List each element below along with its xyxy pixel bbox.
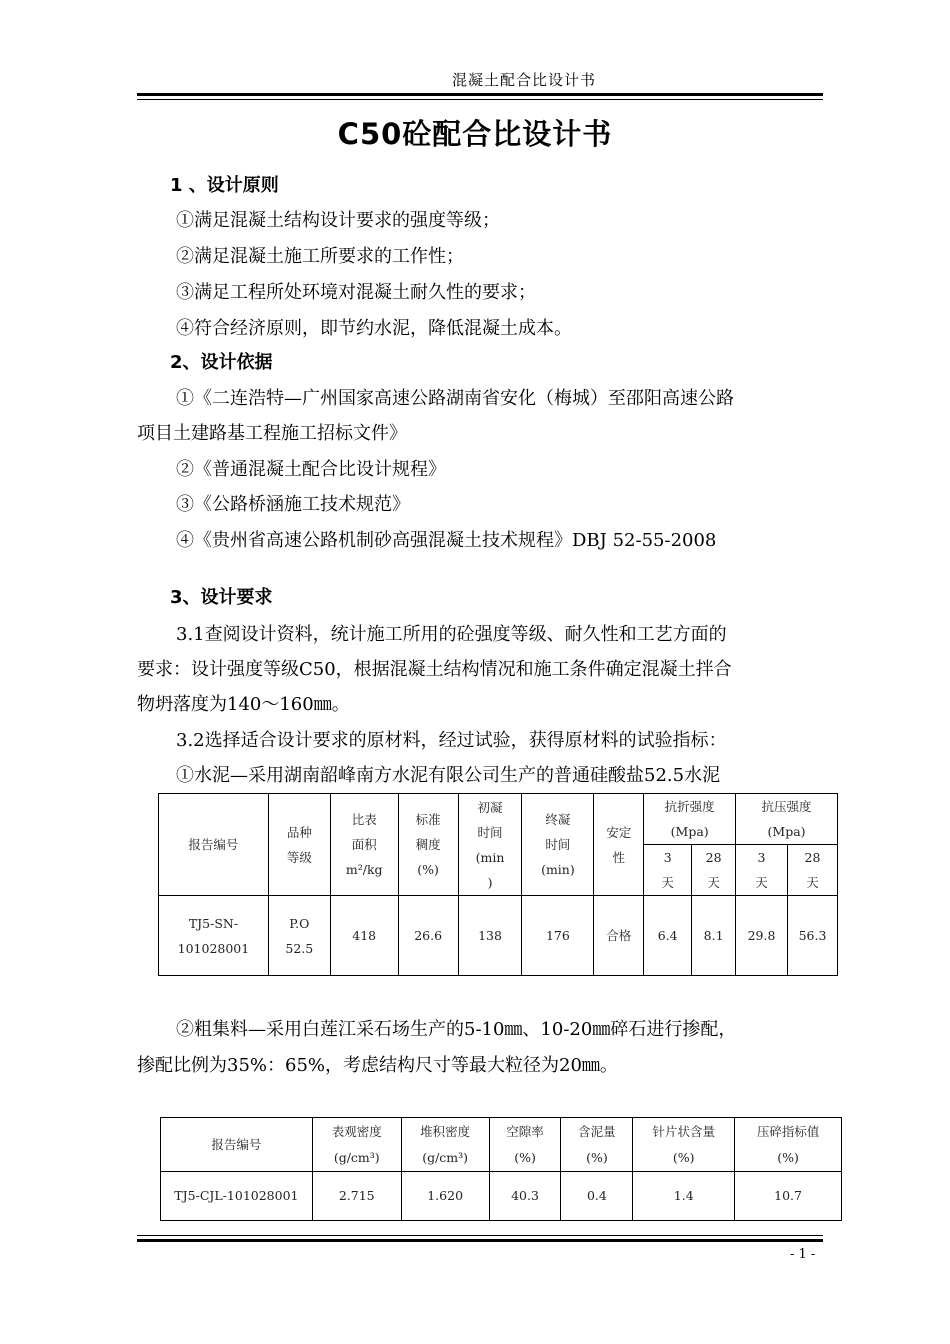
- header-crushing-value: 压碎指标值 (%): [735, 1118, 842, 1172]
- header-void-ratio: 空隙率 (%): [489, 1118, 561, 1172]
- cell-apparent-density: 2.715: [312, 1172, 401, 1221]
- header-bulk-density: 堆积密度 (g/cm³): [401, 1118, 489, 1172]
- cement-intro: ①水泥—采用湖南韶峰南方水泥有限公司生产的普通硅酸盐52.5水泥: [176, 765, 721, 786]
- header-28d: 28 天: [787, 845, 837, 896]
- header-3d: 3 天: [644, 845, 692, 896]
- header-final-set: 终凝 时间 (min): [522, 794, 594, 896]
- cell-specific-surface: 418: [330, 896, 398, 976]
- cement-test-table: [158, 793, 838, 976]
- cell-flexural-3d: 6.4: [644, 896, 692, 976]
- header-variety: 品种 等级: [268, 794, 330, 896]
- header-3d: 3 天: [736, 845, 788, 896]
- basis-item: ③《公路桥涵施工技术规范》: [176, 494, 410, 515]
- cell-report-no: TJ5-CJL-101028001: [161, 1172, 313, 1221]
- footer-rule-thick: [137, 1239, 823, 1242]
- cell-mud-content: 0.4: [561, 1172, 633, 1221]
- basis-item: ④《贵州省高速公路机制砂高强混凝土技术规程》DBJ 52-55-2008: [176, 530, 717, 551]
- header-report-no: 报告编号: [159, 794, 269, 896]
- running-header: 混凝土配合比设计书: [452, 71, 597, 89]
- basis-item: ①《二连浩特—广州国家高速公路湖南省安化（梅城）至邵阳高速公路: [176, 388, 734, 409]
- cell-soundness: 合格: [594, 896, 644, 976]
- cell-initial-set: 138: [458, 896, 522, 976]
- requirement-paragraph-continuation: 物坍落度为140～160㎜。: [137, 694, 350, 715]
- basis-item-continuation: 项目土建路基工程施工招标文件》: [137, 423, 407, 444]
- cell-consistency: 26.6: [398, 896, 458, 976]
- principle-item: ①满足混凝土结构设计要求的强度等级；: [176, 210, 500, 231]
- cell-bulk-density: 1.620: [401, 1172, 489, 1221]
- cell-void-ratio: 40.3: [489, 1172, 561, 1221]
- section-heading-basis: 2、设计依据: [170, 352, 273, 373]
- requirement-paragraph: 3.2选择适合设计要求的原材料，经过试验，获得原材料的试验指标：: [176, 730, 727, 751]
- header-specific-surface: 比表 面积 m²/kg: [330, 794, 398, 896]
- header-28d: 28 天: [692, 845, 736, 896]
- cell-flexural-28d: 8.1: [692, 896, 736, 976]
- requirement-paragraph-continuation: 要求：设计强度等级C50，根据混凝土结构情况和施工条件确定混凝土拌合: [137, 659, 732, 680]
- footer-rule-thin: [137, 1235, 823, 1236]
- header-consistency: 标准 稠度 (%): [398, 794, 458, 896]
- aggregate-intro-continuation: 掺配比例为35%：65%，考虑结构尺寸等最大粒径为20㎜。: [137, 1055, 618, 1076]
- header-soundness: 安定 性: [594, 794, 644, 896]
- header-initial-set: 初凝 时间 (min ): [458, 794, 522, 896]
- header-apparent-density: 表观密度 (g/cm³): [312, 1118, 401, 1172]
- cell-flaky-content: 1.4: [633, 1172, 735, 1221]
- table-row: [161, 1172, 842, 1221]
- page-number: - 1 -: [790, 1247, 816, 1262]
- aggregate-test-table: [160, 1117, 842, 1221]
- principle-item: ②满足混凝土施工所要求的工作性；: [176, 246, 464, 267]
- section-heading-requirements: 3、设计要求: [170, 587, 273, 608]
- principle-item: ③满足工程所处环境对混凝土耐久性的要求；: [176, 282, 536, 303]
- aggregate-intro: ②粗集料—采用白莲江采石场生产的5-10㎜、10-20㎜碎石进行掺配，: [176, 1019, 737, 1040]
- cell-compressive-3d: 29.8: [736, 896, 788, 976]
- header-report-no: 报告编号: [161, 1118, 313, 1172]
- cell-compressive-28d: 56.3: [787, 896, 837, 976]
- header-flaky-content: 针片状含量 (%): [633, 1118, 735, 1172]
- table-row: [159, 896, 838, 976]
- cell-variety: P.O 52.5: [268, 896, 330, 976]
- cell-report-no: TJ5-SN- 101028001: [159, 896, 269, 976]
- document-title: C50砼配合比设计书: [337, 117, 613, 151]
- basis-item: ②《普通混凝土配合比设计规程》: [176, 459, 446, 480]
- header-compressive: 抗压强度 (Mpa): [736, 794, 838, 845]
- header-flexural: 抗折强度 (Mpa): [644, 794, 736, 845]
- header-rule-thin: [137, 99, 823, 100]
- section-heading-principles: 1 、设计原则: [170, 175, 279, 196]
- header-mud-content: 含泥量 (%): [561, 1118, 633, 1172]
- header-rule-thick: [137, 93, 823, 96]
- cell-final-set: 176: [522, 896, 594, 976]
- cell-crushing-value: 10.7: [735, 1172, 842, 1221]
- principle-item: ④符合经济原则，即节约水泥，降低混凝土成本。: [176, 318, 572, 339]
- requirement-paragraph: 3.1查阅设计资料，统计施工所用的砼强度等级、耐久性和工艺方面的: [176, 624, 727, 645]
